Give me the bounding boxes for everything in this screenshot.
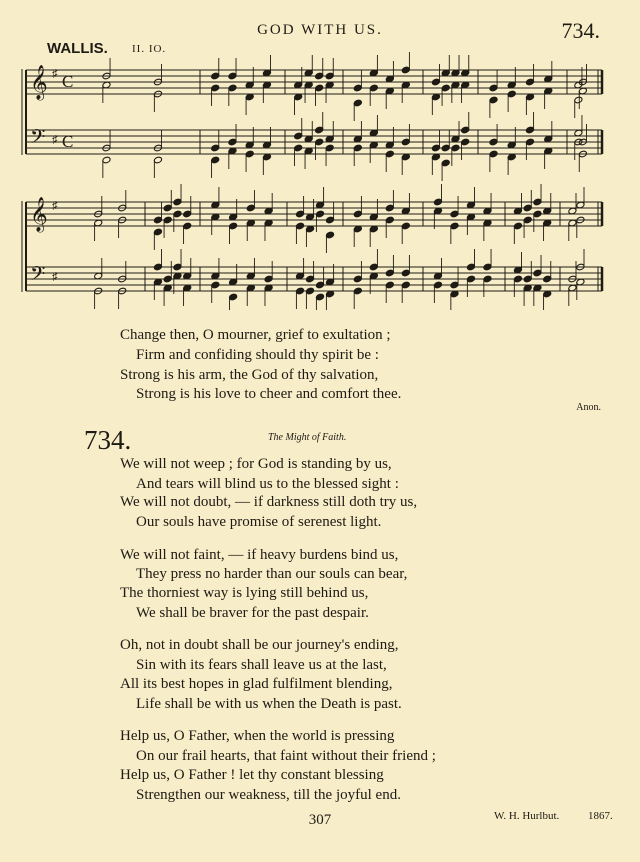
stanza-line: We will not weep ; for God is standing by us,	[120, 456, 392, 472]
note-head	[173, 198, 182, 206]
note-head	[211, 144, 220, 152]
note-head	[296, 222, 305, 230]
note-head	[296, 210, 305, 218]
note-head	[316, 210, 325, 218]
note-head	[525, 138, 534, 146]
note-head	[385, 150, 394, 158]
note-head	[306, 287, 315, 295]
note-head	[489, 96, 498, 104]
treble-clef-icon: 𝄞	[30, 197, 48, 232]
note-head	[229, 222, 238, 230]
note-head	[433, 198, 442, 206]
note-head	[211, 281, 220, 289]
note-head	[483, 263, 492, 271]
stanza-line: We will not faint, — if heavy burdens bind us,	[120, 547, 399, 563]
note-head	[533, 198, 542, 206]
note-head	[245, 150, 254, 158]
note-head	[533, 210, 542, 218]
note-head	[153, 263, 162, 271]
attribution-year: 1867.	[588, 810, 613, 822]
note-head	[543, 275, 552, 283]
stanza-line: On our frail hearts, that faint without their friend ;	[136, 748, 436, 764]
note-head	[385, 216, 394, 224]
note-head	[450, 222, 459, 230]
stanza-line: We shall be braver for the past despair.	[136, 605, 369, 621]
note-head	[385, 281, 394, 289]
sharp-icon: ♯	[52, 200, 58, 212]
time-signature: C	[62, 132, 74, 151]
note-head	[353, 144, 362, 152]
note-head	[264, 275, 273, 283]
note-head	[316, 293, 325, 301]
stanza-line: Help us, O Father ! let thy constant blessing	[120, 767, 384, 783]
note-head	[483, 275, 492, 283]
note-head	[353, 287, 362, 295]
time-signature: C	[62, 72, 74, 91]
note-head	[153, 156, 162, 164]
note-head	[325, 72, 334, 80]
note-head	[306, 275, 315, 283]
note-head	[401, 66, 410, 74]
note-head	[315, 84, 324, 92]
note-head	[466, 275, 475, 283]
note-head	[401, 281, 410, 289]
tune-meter: II. IO.	[132, 43, 167, 55]
note-head	[102, 156, 111, 164]
note-head	[401, 138, 410, 146]
note-head	[401, 222, 410, 230]
note-head	[211, 84, 220, 92]
note-head	[523, 275, 532, 283]
note-head	[441, 144, 450, 152]
attribution-anon: Anon.	[576, 402, 601, 413]
note-head	[228, 138, 237, 146]
note-head	[228, 84, 237, 92]
note-head	[173, 210, 182, 218]
note-head	[229, 293, 238, 301]
stanza-line: The thorniest way is lying still behind us,	[120, 585, 369, 601]
note-head	[441, 159, 450, 167]
note-head	[353, 210, 362, 218]
note-head	[211, 156, 220, 164]
note-head	[523, 204, 532, 212]
page-header-title: GOD WITH US.	[257, 22, 383, 38]
note-head	[450, 210, 459, 218]
note-head	[523, 216, 532, 224]
stanza-line: Firm and confiding should thy spirit be :	[136, 347, 379, 363]
note-head	[369, 263, 378, 271]
note-head	[461, 138, 470, 146]
stanza-line: Strengthen our weakness, till the joyful end.	[136, 787, 401, 803]
note-head	[211, 72, 220, 80]
note-head	[525, 126, 534, 134]
note-head	[466, 263, 475, 271]
stanza-line: Our souls have promise of serenest light.	[136, 514, 382, 530]
note-head	[294, 144, 303, 152]
note-head	[401, 269, 410, 277]
note-head	[163, 204, 172, 212]
attribution-author: W. H. Hurlbut.	[494, 810, 560, 822]
stanza-line: All its best hopes in glad fulfilment blending,	[120, 676, 393, 692]
note-head	[163, 216, 172, 224]
note-head	[441, 84, 450, 92]
note-head	[525, 78, 534, 86]
stanza-line: Oh, not in doubt shall be our journey's ending,	[120, 637, 399, 653]
stanza-line: Help us, O Father, when the world is pressing	[120, 728, 395, 744]
note-head	[451, 144, 460, 152]
note-head	[163, 275, 172, 283]
note-head	[433, 281, 442, 289]
note-head	[461, 126, 470, 134]
note-head	[315, 138, 324, 146]
note-head	[173, 263, 182, 271]
note-head	[316, 281, 325, 289]
note-head	[431, 78, 440, 86]
music-score	[0, 0, 640, 310]
note-head	[533, 269, 542, 277]
note-head	[489, 84, 498, 92]
bass-clef-icon: 𝄢	[30, 262, 46, 290]
hymn-title: The Might of Faith.	[268, 432, 347, 443]
sharp-icon: ♯	[52, 271, 58, 283]
note-head	[574, 96, 583, 104]
note-head	[385, 204, 394, 212]
note-head	[489, 150, 498, 158]
note-head	[183, 222, 192, 230]
note-head	[369, 84, 378, 92]
note-head	[353, 99, 362, 107]
note-head	[315, 126, 324, 134]
music-system-1	[22, 52, 602, 181]
music-system-2	[22, 184, 602, 310]
bass-clef-icon: 𝄢	[30, 125, 46, 153]
note-head	[326, 231, 335, 239]
note-head	[296, 287, 305, 295]
stanza-line: Change then, O mourner, grief to exultation ;	[120, 327, 391, 343]
note-head	[294, 132, 303, 140]
hymn-number: 734.	[84, 425, 132, 455]
note-head	[353, 275, 362, 283]
sharp-icon: ♯	[52, 68, 58, 80]
tune-name: WALLIS.	[47, 40, 108, 57]
sharp-icon: ♯	[52, 134, 58, 146]
stanza-line: Strong is his love to cheer and comfort thee.	[136, 386, 402, 402]
note-head	[513, 275, 522, 283]
stanza-line: Strong is his arm, the God of thy salvation,	[120, 367, 379, 383]
stanza-line: And tears will blind us to the blessed sight :	[136, 476, 399, 492]
note-head	[153, 228, 162, 236]
note-head	[513, 222, 522, 230]
note-head	[489, 138, 498, 146]
page-number: 307	[308, 812, 332, 828]
note-head	[153, 216, 162, 224]
note-head	[353, 84, 362, 92]
stanza-line: Sin with its fears shall leave us at the last,	[136, 657, 387, 673]
treble-clef-icon: 𝄞	[30, 65, 48, 100]
stanza-line: We will not doubt, — if darkness still doth try us,	[120, 494, 418, 510]
note-head	[450, 281, 459, 289]
note-head	[183, 210, 192, 218]
page-header-hymn-number: 734.	[561, 18, 600, 43]
note-head	[228, 72, 237, 80]
note-head	[507, 90, 516, 98]
note-head	[246, 204, 255, 212]
note-head	[315, 72, 324, 80]
note-head	[385, 269, 394, 277]
note-head	[325, 144, 334, 152]
note-head	[431, 144, 440, 152]
stanza-line: Life shall be with us when the Death is past.	[136, 696, 402, 712]
note-head	[326, 216, 335, 224]
stanza-line: They press no harder than our souls can bear,	[136, 566, 408, 582]
